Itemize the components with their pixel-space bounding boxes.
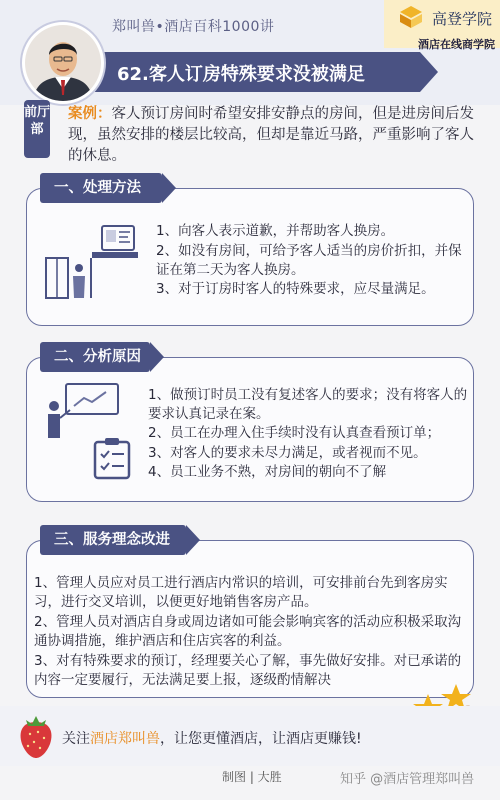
case-description	[68, 104, 488, 167]
logo-icon	[398, 4, 424, 34]
avatar-portrait	[25, 25, 101, 101]
section-improvement-title: 三、服务理念改进	[40, 525, 186, 555]
improvement-item-1: 1、管理人员应对员工进行酒店内常识的培训，可安排前台先到客房实习，进行交叉培训，以便更好地销售客房产品。	[34, 575, 448, 610]
logo-text: 高登学院	[432, 10, 493, 28]
series-label: 郑叫兽•酒店百科1000讲	[112, 19, 275, 35]
handling-item-2: 2、如没有房间，可给予客人适当的房价折扣，并保证在第二天为客人换房。	[156, 243, 462, 278]
footer-suffix: ，让您更懂酒店，让酒店更赚钱!	[160, 731, 362, 747]
title-bar	[95, 52, 420, 92]
handling-item-1: 1、向客人表示道歉，并帮助客人换房。	[156, 223, 395, 239]
school-name: 酒店在线商学院	[418, 38, 495, 51]
hotel-lobby-icon	[42, 222, 142, 306]
checklist-icon	[92, 436, 132, 484]
page-title: 62.客人订房特殊要求没被满足	[117, 64, 365, 85]
improvement-item-3: 3、对有特殊要求的预订，经理要关心了解，事先做好安排。对已承诺的内容一定要履行，无法满足要上报，逐级酌情解决	[34, 653, 462, 688]
handling-item-3: 3、对于订房时客人的特殊要求，应尽量满足。	[156, 281, 435, 297]
section-handling-title: 一、处理方法	[40, 173, 162, 203]
analysis-item-1: 1、做预订时员工没有复述客人的要求；没有将客人的要求认真记录在案。	[148, 387, 468, 422]
footer-prefix: 关注	[62, 731, 90, 747]
avatar	[22, 22, 104, 104]
department-tag: 前厅部	[24, 100, 50, 158]
strawberry-icon	[16, 712, 56, 764]
section-analysis-title: 二、分析原因	[40, 342, 150, 372]
credit-text: 制图 | 大胜	[222, 770, 282, 784]
analysis-item-2: 2、员工在办理入住手续时没有认真查看预订单；	[148, 425, 441, 441]
case-text: 客人预订房间时希望安排安静点的房间，但是进房间后发现，虽然安排的楼层比较高，但却是靠近马路，严重影响了客人的休息。	[68, 106, 474, 164]
watermark-text: 知乎 @酒店管理郑叫兽	[340, 772, 475, 787]
analysis-item-3: 3、对客人的要求未尽力满足，或者视而不见。	[148, 445, 427, 461]
footer-highlight: 酒店郑叫兽	[90, 731, 160, 747]
case-label: 案例：	[68, 106, 112, 122]
improvement-item-2: 2、管理人员对酒店自身或周边诸如可能会影响宾客的活动应积极采取沟通协调措施，维护酒店和住店宾客的利益。	[34, 614, 462, 649]
footer-slogan	[62, 728, 362, 748]
analysis-item-4: 4、员工业务不熟，对房间的朝向不了解	[148, 464, 387, 480]
